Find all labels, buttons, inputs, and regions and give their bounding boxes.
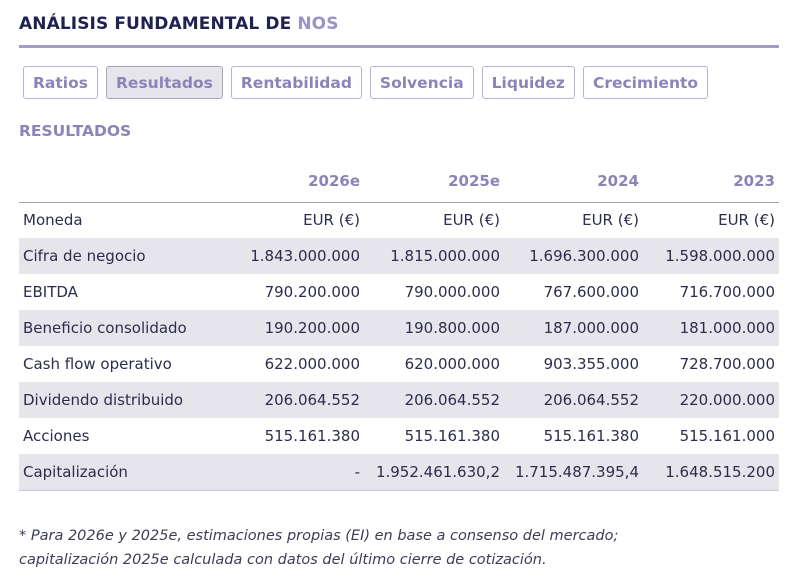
table-cell: - [249,454,364,490]
table-cell: 190.800.000 [364,310,504,346]
row-label: Acciones [23,427,90,445]
tab-rentabilidad[interactable]: Rentabilidad [231,66,362,99]
column-header-empty [19,160,249,202]
tab-ratios[interactable]: Ratios [23,66,98,99]
table-row [19,310,779,346]
column-header: 2024 [597,171,639,190]
tab-solvencia[interactable]: Solvencia [370,66,474,99]
table-cell: 187.000.000 [504,310,643,346]
table-cell: 220.000.000 [643,382,779,418]
row-label: Moneda [23,211,83,230]
table-cell: 206.064.552 [249,382,364,418]
ticker-symbol: NOS [297,14,339,34]
column-header: 2026e [308,171,360,190]
table-cell: 620.000.000 [404,355,500,373]
table-cell: 181.000.000 [643,310,779,346]
row-label: EBITDA [23,283,78,301]
table-row [19,382,779,418]
table-cell: 1.843.000.000 [249,238,364,274]
table-cell: 790.200.000 [264,283,360,301]
table-cell: 1.715.487.395,4 [504,454,643,490]
tab-bar [23,66,708,99]
table-row [19,454,779,490]
table-cell: 515.161.380 [404,427,500,445]
table-cell: EUR (€) [718,211,775,230]
table-cell: 767.600.000 [543,283,639,301]
table-cell: 728.700.000 [679,355,775,373]
footnote-line: * Para 2026e y 2025e, estimaciones propias (EI) en base a consenso del mercado; [19,528,619,544]
results-table [19,160,779,491]
table-cell: 1.952.461.630,2 [364,454,504,490]
page-title-prefix: ANÁLISIS FUNDAMENTAL DE [19,14,298,34]
table-cell: 206.064.552 [364,382,504,418]
tab-crecimiento[interactable]: Crecimiento [583,66,708,99]
table-row [19,418,779,454]
page-header [19,14,779,48]
table-cell: 903.355.000 [543,355,639,373]
table-cell: 515.161.380 [264,427,360,445]
table-cell: 515.161.380 [543,427,639,445]
tab-liquidez[interactable]: Liquidez [482,66,575,99]
table-row [19,202,779,238]
table-cell: 1.696.300.000 [504,238,643,274]
row-label: Cash flow operativo [23,355,172,373]
table-cell: EUR (€) [443,211,500,230]
table-cell: 790.000.000 [404,283,500,301]
table-header-row [19,160,779,202]
column-header: 2023 [733,171,775,190]
table-cell: 190.200.000 [249,310,364,346]
row-label: Beneficio consolidado [19,310,249,346]
row-label: Dividendo distribuido [19,382,249,418]
footnote-line: capitalización 2025e calculada con datos del último cierre de cotización. [19,552,547,568]
table-cell: 622.000.000 [264,355,360,373]
page-title [19,14,779,34]
table-cell: 716.700.000 [679,283,775,301]
table-cell: 206.064.552 [504,382,643,418]
footnote [19,524,618,572]
column-header: 2025e [448,171,500,190]
table-row [19,238,779,274]
row-label: Cifra de negocio [19,238,249,274]
section-title: RESULTADOS [19,122,132,140]
table-cell: 515.161.000 [679,427,775,445]
table-cell: 1.598.000.000 [643,238,779,274]
table-row [19,274,779,310]
table-cell: 1.815.000.000 [364,238,504,274]
table-row [19,346,779,382]
tab-resultados[interactable]: Resultados [106,66,223,99]
table-cell: EUR (€) [303,211,360,230]
row-label: Capitalización [19,454,249,490]
table-cell: EUR (€) [582,211,639,230]
table-cell: 1.648.515.200 [643,454,779,490]
